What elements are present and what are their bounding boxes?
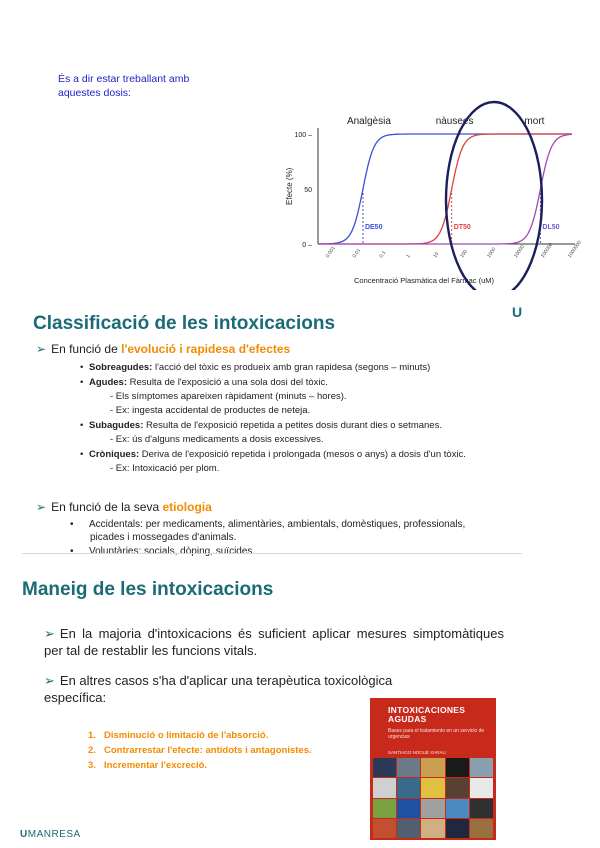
criterion-prefix: En funció de — [51, 342, 122, 356]
bullet-icon: • — [80, 377, 84, 388]
term: Subagudes: — [89, 420, 144, 431]
ec50-marker-label: DE50 — [364, 224, 383, 231]
y-tick-label: 0 – — [302, 242, 312, 249]
photo-tile — [470, 778, 493, 797]
x-tick-label: 10 — [432, 251, 441, 260]
step-text: Incrementar l'excreció. — [104, 760, 208, 771]
sub-item: - Els símptomes apareixen ràpidament (minuts – hores). — [110, 391, 347, 402]
photo-tile — [373, 758, 396, 777]
book-title-line: AGUDAS — [388, 714, 427, 724]
term: Agudes: — [89, 377, 127, 388]
photo-tile — [470, 819, 493, 838]
logo-text: MANRESA — [27, 829, 81, 840]
criterion-prefix: En funció de la seva — [51, 500, 163, 514]
maneig-paragraph-1 — [44, 625, 504, 659]
photo-tile — [397, 758, 420, 777]
series-line-1 — [318, 134, 572, 244]
ec50-marker-label: DL50 — [542, 224, 560, 231]
bullet-icon: • — [80, 362, 84, 373]
y-tick-label: 100 – — [294, 132, 312, 139]
sub-item: - Ex: ingesta accidental de productes de neteja. — [110, 405, 311, 416]
highlight-ellipse — [446, 102, 545, 290]
step-text: Contrarrestar l'efecte: antídots i antagonistes. — [104, 745, 312, 756]
book-cover-image — [370, 698, 496, 840]
photo-tile — [470, 758, 493, 777]
book-photo-grid — [373, 758, 493, 838]
evolution-list — [80, 361, 570, 477]
section-divider — [22, 553, 522, 554]
arrow-bullet-icon: ➢ — [36, 342, 47, 356]
list-item-agudes — [80, 376, 570, 418]
list-item-subagudes — [80, 419, 570, 447]
paragraph-text: En la majoria d'intoxicacions és suficient aplicar mesures simptomàtiques per tal de restablir les funcions vitals. — [44, 626, 504, 658]
intro-line-2: aquestes dosis: — [58, 87, 131, 99]
definition: Resulta de l'exposició a una sola dosi del tòxic. — [127, 377, 328, 388]
x-tick-label: 100 — [459, 248, 469, 260]
list-item-voluntaries — [70, 545, 500, 558]
photo-tile — [421, 758, 444, 777]
bullet-icon: • — [70, 546, 74, 557]
photo-tile — [373, 819, 396, 838]
photo-tile — [421, 819, 444, 838]
series-line-3 — [318, 134, 572, 244]
section-title-maneig: Maneig de les intoxicacions — [22, 579, 274, 600]
arrow-bullet-icon: ➢ — [44, 626, 55, 641]
dose-response-chart — [270, 100, 590, 290]
paragraph-text: En altres casos s'ha d'aplicar una terapèutica toxicològica específica: — [44, 673, 393, 705]
step-number: 3. — [88, 760, 96, 771]
book-title-line: INTOXICACIONES — [388, 705, 466, 715]
term: Sobreagudes: — [89, 362, 153, 373]
criterion-etiologia — [36, 500, 212, 514]
series-name-label: nàusees — [435, 116, 474, 127]
bullet-icon: • — [80, 449, 84, 460]
definition: l'acció del tòxic es produeix amb gran rapidesa (segons – minuts) — [152, 362, 431, 373]
sub-item: - Ex: Intoxicació per plom. — [110, 463, 220, 474]
photo-tile — [421, 778, 444, 797]
ec50-marker-label: DT50 — [453, 224, 471, 231]
photo-tile — [373, 799, 396, 818]
term: Cròniques: — [89, 449, 140, 460]
x-tick-label: 0.001 — [324, 245, 337, 260]
step-item — [88, 743, 312, 758]
list-item-sobreagudes — [80, 361, 570, 375]
series-name-label: Analgèsia — [346, 116, 391, 127]
photo-tile — [397, 819, 420, 838]
section-title-classificacio: Classificació de les intoxicacions — [33, 313, 336, 334]
list-item-croniques — [80, 448, 570, 476]
bullet-icon: • — [70, 519, 74, 530]
logo-u: U — [20, 829, 28, 840]
step-number: 1. — [88, 730, 96, 741]
step-item — [88, 758, 312, 773]
arrow-bullet-icon: ➢ — [44, 673, 55, 688]
x-tick-label: 0.01 — [351, 247, 363, 260]
intro-text — [58, 72, 248, 100]
photo-tile — [397, 799, 420, 818]
criterion-evolucio — [36, 342, 290, 356]
arrow-bullet-icon: ➢ — [36, 500, 47, 514]
photo-tile — [446, 799, 469, 818]
x-tick-label: 1000000 — [566, 239, 583, 260]
series-line-2 — [318, 134, 572, 244]
criterion-highlight: l'evolució i rapidesa d'efectes — [121, 342, 291, 356]
photo-tile — [373, 778, 396, 797]
list-item-accidentals — [70, 518, 500, 544]
therapy-steps — [88, 728, 312, 773]
footer-logo — [20, 829, 81, 840]
list-item-text: Voluntàries: socials, dòping, suïcides. — [89, 546, 256, 557]
bullet-icon: • — [80, 420, 84, 431]
step-number: 2. — [88, 745, 96, 756]
photo-tile — [446, 819, 469, 838]
y-tick-label: 50 — [304, 187, 312, 194]
book-subtitle: Bases para el tratamiento en un servicio de urgencias — [388, 728, 485, 740]
chart-x-label: Concentració Plasmàtica del Fàrmac (uM) — [354, 276, 495, 285]
photo-tile — [397, 778, 420, 797]
photo-tile — [421, 799, 444, 818]
step-text: Disminució o limitació de l'absorció. — [104, 730, 269, 741]
x-tick-label: 1 — [405, 253, 412, 260]
x-tick-label: 10000 — [512, 244, 526, 260]
book-author: SANTIAGO NOGUÉ XARAU — [388, 750, 446, 755]
x-tick-label: 0.1 — [378, 250, 388, 260]
university-logo-mark: U — [512, 304, 523, 320]
x-tick-label: 1000 — [486, 246, 498, 260]
step-item — [88, 728, 312, 743]
chart-y-label: Efecte (%) — [285, 167, 294, 205]
criterion-highlight: etiologia — [162, 500, 212, 514]
photo-tile — [446, 758, 469, 777]
sub-item: - Ex: ús d'alguns medicaments a dosis excessives. — [110, 434, 324, 445]
definition: Deriva de l'exposició repetida i prolongada (mesos o anys) a dosis d'un tòxic. — [139, 449, 466, 460]
photo-tile — [470, 799, 493, 818]
book-title — [388, 706, 492, 724]
list-item-text: Accidentals: per medicaments, alimentàries, ambientals, domèstiques, professionals, picades i mossegades d'animals. — [89, 519, 466, 543]
photo-tile — [446, 778, 469, 797]
intro-line-1: És a dir estar treballant amb — [58, 73, 190, 85]
x-tick-label: 100000 — [539, 242, 555, 260]
definition: Resulta de l'exposició repetida a petites dosis durant dies o setmanes. — [143, 420, 442, 431]
series-name-label: mort — [524, 116, 545, 127]
